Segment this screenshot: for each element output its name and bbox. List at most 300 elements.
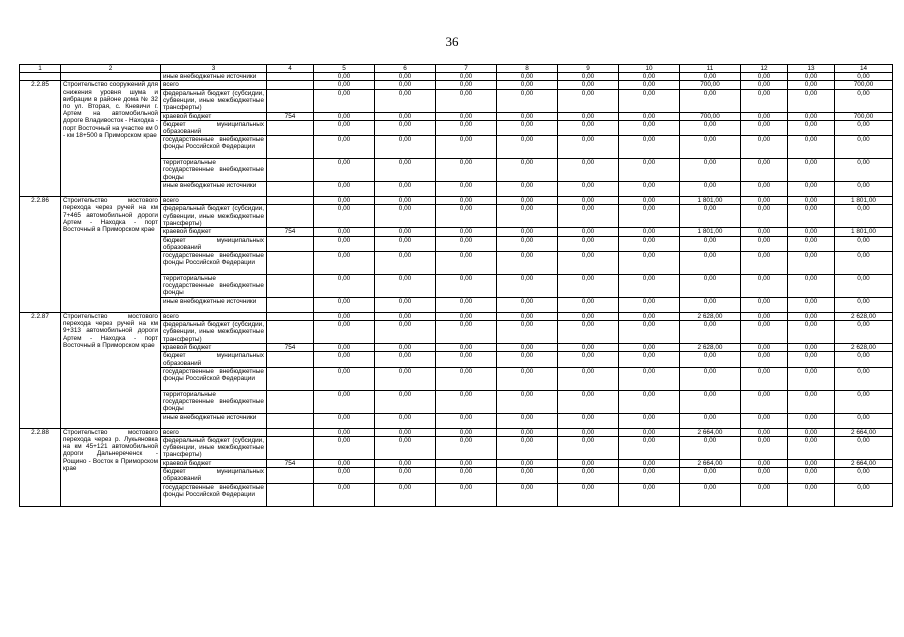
value-cell: 0,00 [558, 252, 619, 275]
value-cell: 0,00 [619, 483, 680, 506]
source-cell: иные внебюджетные источники [161, 73, 267, 81]
value-cell: 0,00 [375, 205, 436, 228]
value-cell: 0,00 [497, 197, 558, 205]
value-cell: 0,00 [788, 159, 835, 182]
value-cell: 0,00 [314, 182, 375, 197]
value-cell: 0,00 [314, 298, 375, 313]
value-cell: 0,00 [497, 321, 558, 344]
value-cell: 0,00 [558, 182, 619, 197]
value-cell: 0,00 [497, 367, 558, 390]
value-cell: 0,00 [835, 252, 893, 275]
value-cell: 0,00 [835, 468, 893, 483]
value-cell: 0,00 [375, 298, 436, 313]
value-cell [267, 89, 314, 112]
value-cell: 0,00 [619, 437, 680, 460]
value-cell: 0,00 [619, 81, 680, 89]
value-cell: 0,00 [680, 468, 741, 483]
value-cell: 0,00 [835, 89, 893, 112]
value-cell [267, 159, 314, 182]
value-cell: 0,00 [375, 413, 436, 428]
source-cell: государственные внебюджетные фонды Российской Федерации [161, 252, 267, 275]
value-cell: 0,00 [680, 159, 741, 182]
value-cell: 0,00 [436, 367, 497, 390]
value-cell: 0,00 [680, 275, 741, 298]
value-cell: 0,00 [314, 468, 375, 483]
value-cell: 0,00 [558, 205, 619, 228]
value-cell: 0,00 [314, 413, 375, 428]
value-cell: 1 801,00 [680, 197, 741, 205]
value-cell: 0,00 [741, 73, 788, 81]
table-row [20, 197, 893, 205]
value-cell: 0,00 [375, 112, 436, 120]
value-cell: 0,00 [835, 136, 893, 159]
column-header: 14 [835, 65, 893, 73]
value-cell: 0,00 [788, 367, 835, 390]
value-cell: 0,00 [741, 352, 788, 367]
value-cell: 0,00 [558, 236, 619, 251]
value-cell: 0,00 [835, 352, 893, 367]
value-cell: 0,00 [375, 321, 436, 344]
value-cell: 0,00 [558, 321, 619, 344]
value-cell: 0,00 [680, 205, 741, 228]
value-cell: 0,00 [619, 228, 680, 236]
value-cell: 0,00 [680, 437, 741, 460]
value-cell: 0,00 [788, 252, 835, 275]
value-cell: 0,00 [558, 275, 619, 298]
value-cell: 0,00 [619, 321, 680, 344]
value-cell: 0,00 [741, 81, 788, 89]
value-cell [267, 413, 314, 428]
value-cell: 0,00 [835, 298, 893, 313]
value-cell: 0,00 [436, 413, 497, 428]
value-cell: 0,00 [619, 112, 680, 120]
value-cell: 0,00 [741, 112, 788, 120]
value-cell: 0,00 [314, 321, 375, 344]
value-cell: 0,00 [741, 182, 788, 197]
value-cell: 0,00 [788, 313, 835, 321]
value-cell: 0,00 [375, 428, 436, 436]
value-cell: 2 664,00 [835, 428, 893, 436]
value-cell: 0,00 [497, 136, 558, 159]
value-cell: 0,00 [741, 468, 788, 483]
value-cell: 0,00 [436, 205, 497, 228]
value-cell: 0,00 [436, 344, 497, 352]
value-cell: 0,00 [436, 159, 497, 182]
value-cell: 0,00 [314, 81, 375, 89]
value-cell: 0,00 [619, 298, 680, 313]
value-cell: 0,00 [436, 321, 497, 344]
value-cell: 0,00 [497, 73, 558, 81]
value-cell: 0,00 [741, 275, 788, 298]
header-row [20, 65, 893, 73]
value-cell: 2 628,00 [835, 313, 893, 321]
table-body [20, 65, 893, 507]
value-cell: 0,00 [314, 437, 375, 460]
value-cell: 0,00 [558, 197, 619, 205]
value-cell: 0,00 [375, 313, 436, 321]
value-cell: 0,00 [788, 205, 835, 228]
value-cell: 0,00 [375, 81, 436, 89]
value-cell: 0,00 [680, 390, 741, 413]
value-cell: 0,00 [497, 81, 558, 89]
value-cell: 0,00 [619, 390, 680, 413]
value-cell: 0,00 [741, 89, 788, 112]
value-cell: 700,00 [680, 81, 741, 89]
value-cell: 0,00 [680, 120, 741, 135]
source-cell: государственные внебюджетные фонды Российской Федерации [161, 136, 267, 159]
value-cell: 0,00 [497, 437, 558, 460]
value-cell: 2 664,00 [835, 460, 893, 468]
source-cell: иные внебюджетные источники [161, 182, 267, 197]
value-cell: 0,00 [375, 197, 436, 205]
source-cell: бюджет муниципальных образований [161, 468, 267, 483]
value-cell: 0,00 [497, 236, 558, 251]
column-header: 5 [314, 65, 375, 73]
value-cell: 0,00 [788, 136, 835, 159]
item-name: Строительство мостового перехода через р. Лукьяновка на км 45+121 автомобильной дороги Дальнереченск - Рощино - Восток в Приморском крае [61, 428, 161, 506]
value-cell: 0,00 [497, 428, 558, 436]
value-cell: 0,00 [788, 298, 835, 313]
source-cell: бюджет муниципальных образований [161, 236, 267, 251]
value-cell: 0,00 [497, 120, 558, 135]
source-cell: всего [161, 81, 267, 89]
value-cell: 0,00 [497, 89, 558, 112]
value-cell: 0,00 [788, 428, 835, 436]
value-cell: 0,00 [497, 460, 558, 468]
value-cell: 0,00 [835, 205, 893, 228]
value-cell: 0,00 [788, 275, 835, 298]
value-cell [267, 437, 314, 460]
column-header: 11 [680, 65, 741, 73]
value-cell [267, 136, 314, 159]
value-cell: 0,00 [314, 390, 375, 413]
value-cell: 0,00 [375, 89, 436, 112]
source-cell: краевой бюджет [161, 112, 267, 120]
value-cell: 0,00 [788, 236, 835, 251]
value-cell: 0,00 [680, 352, 741, 367]
value-cell: 0,00 [558, 413, 619, 428]
value-cell: 0,00 [741, 321, 788, 344]
value-cell: 0,00 [619, 252, 680, 275]
value-cell: 0,00 [497, 390, 558, 413]
value-cell: 0,00 [375, 236, 436, 251]
value-cell: 0,00 [436, 298, 497, 313]
value-cell: 0,00 [436, 313, 497, 321]
value-cell: 0,00 [314, 73, 375, 81]
value-cell: 0,00 [558, 437, 619, 460]
value-cell [267, 275, 314, 298]
item-code: 2.2.85 [20, 81, 61, 197]
name-cell [61, 73, 161, 81]
value-cell [267, 390, 314, 413]
table-row [20, 73, 893, 81]
value-cell: 0,00 [835, 437, 893, 460]
value-cell: 0,00 [680, 136, 741, 159]
value-cell: 0,00 [375, 275, 436, 298]
value-cell: 0,00 [788, 89, 835, 112]
value-cell [267, 428, 314, 436]
value-cell: 0,00 [558, 136, 619, 159]
value-cell: 0,00 [619, 313, 680, 321]
value-cell: 0,00 [375, 390, 436, 413]
value-cell: 0,00 [314, 205, 375, 228]
value-cell: 0,00 [619, 344, 680, 352]
value-cell: 0,00 [619, 73, 680, 81]
source-cell: федеральный бюджет (субсидии, субвенции, иные межбюджетные трансферты) [161, 321, 267, 344]
value-cell: 0,00 [497, 159, 558, 182]
value-cell: 0,00 [436, 89, 497, 112]
value-cell: 0,00 [497, 344, 558, 352]
value-cell: 0,00 [835, 159, 893, 182]
value-cell [267, 298, 314, 313]
value-cell: 0,00 [558, 352, 619, 367]
value-cell: 0,00 [314, 460, 375, 468]
value-cell: 0,00 [835, 182, 893, 197]
value-cell: 0,00 [835, 321, 893, 344]
value-cell: 0,00 [314, 159, 375, 182]
value-cell: 0,00 [788, 437, 835, 460]
value-cell: 0,00 [314, 344, 375, 352]
value-cell: 0,00 [375, 468, 436, 483]
value-cell: 0,00 [741, 228, 788, 236]
value-cell: 0,00 [436, 252, 497, 275]
value-cell: 0,00 [436, 468, 497, 483]
column-header: 1 [20, 65, 61, 73]
source-cell: федеральный бюджет (субсидии, субвенции, иные межбюджетные трансферты) [161, 437, 267, 460]
value-cell: 0,00 [680, 298, 741, 313]
value-cell: 0,00 [680, 73, 741, 81]
value-cell: 0,00 [497, 228, 558, 236]
column-header: 7 [436, 65, 497, 73]
value-cell: 0,00 [619, 367, 680, 390]
value-cell: 0,00 [835, 367, 893, 390]
value-cell: 0,00 [558, 89, 619, 112]
value-cell: 0,00 [741, 483, 788, 506]
value-cell: 0,00 [497, 275, 558, 298]
value-cell: 0,00 [436, 81, 497, 89]
source-cell: федеральный бюджет (субсидии, субвенции, иные межбюджетные трансферты) [161, 205, 267, 228]
value-cell: 0,00 [558, 112, 619, 120]
value-cell: 0,00 [314, 252, 375, 275]
value-cell: 0,00 [680, 89, 741, 112]
value-cell: 0,00 [741, 159, 788, 182]
value-cell: 0,00 [436, 483, 497, 506]
value-cell: 0,00 [788, 120, 835, 135]
value-cell [267, 367, 314, 390]
value-cell: 0,00 [741, 136, 788, 159]
source-cell: территориальные государственные внебюджетные фонды [161, 159, 267, 182]
value-cell: 0,00 [314, 352, 375, 367]
value-cell: 0,00 [741, 197, 788, 205]
value-cell: 0,00 [558, 313, 619, 321]
value-cell: 0,00 [314, 120, 375, 135]
value-cell [267, 236, 314, 251]
column-header: 9 [558, 65, 619, 73]
value-cell: 700,00 [680, 112, 741, 120]
value-cell: 0,00 [619, 182, 680, 197]
value-cell: 0,00 [314, 483, 375, 506]
value-cell [267, 352, 314, 367]
value-cell: 2 628,00 [835, 344, 893, 352]
value-cell: 1 801,00 [680, 228, 741, 236]
value-cell: 0,00 [619, 120, 680, 135]
value-cell: 0,00 [497, 252, 558, 275]
value-cell: 0,00 [680, 367, 741, 390]
value-cell: 0,00 [375, 352, 436, 367]
value-cell: 0,00 [314, 428, 375, 436]
source-cell: территориальные государственные внебюджетные фонды [161, 390, 267, 413]
value-cell: 2 628,00 [680, 344, 741, 352]
value-cell: 0,00 [619, 236, 680, 251]
value-cell [267, 120, 314, 135]
value-cell: 0,00 [619, 197, 680, 205]
value-cell: 0,00 [741, 236, 788, 251]
value-cell: 0,00 [788, 468, 835, 483]
value-cell: 0,00 [314, 197, 375, 205]
value-cell: 0,00 [375, 136, 436, 159]
value-cell [267, 483, 314, 506]
value-cell: 0,00 [680, 321, 741, 344]
value-cell: 0,00 [680, 236, 741, 251]
value-cell: 0,00 [375, 228, 436, 236]
item-code: 2.2.86 [20, 197, 61, 313]
value-cell: 0,00 [788, 321, 835, 344]
value-cell: 0,00 [619, 413, 680, 428]
value-cell [267, 252, 314, 275]
value-cell: 0,00 [680, 483, 741, 506]
item-name: Строительство сооружений для снижения уровня шума и вибрации в районе дома № 32 по ул. Вторая, с. Кневичи г. Артем на автомобильной дороге Владивосток - Находка - порт Восточный на участке км 0 - км 18+500 в Приморском крае [61, 81, 161, 197]
table-row [20, 81, 893, 89]
value-cell: 0,00 [436, 460, 497, 468]
column-header: 3 [161, 65, 267, 73]
value-cell: 0,00 [741, 205, 788, 228]
value-cell: 0,00 [835, 390, 893, 413]
value-cell: 0,00 [835, 275, 893, 298]
value-cell: 0,00 [558, 390, 619, 413]
value-cell: 0,00 [314, 367, 375, 390]
item-name: Строительство мостового перехода через ручей на км 7+465 автомобильной дороги Артем - Находка - порт Восточный в Приморском крае [61, 197, 161, 313]
value-cell: 0,00 [314, 275, 375, 298]
value-cell: 0,00 [497, 468, 558, 483]
value-cell: 0,00 [788, 344, 835, 352]
value-cell: 0,00 [436, 275, 497, 298]
item-name: Строительство мостового перехода через ручей на км 9+313 автомобильной дороги Артем - Находка - порт Восточный в Приморском крае [61, 313, 161, 429]
value-cell [267, 205, 314, 228]
source-cell: иные внебюджетные источники [161, 298, 267, 313]
column-header: 2 [61, 65, 161, 73]
value-cell: 0,00 [558, 344, 619, 352]
value-cell: 0,00 [436, 228, 497, 236]
source-cell: иные внебюджетные источники [161, 413, 267, 428]
value-cell: 0,00 [558, 483, 619, 506]
value-cell: 0,00 [375, 182, 436, 197]
value-cell: 0,00 [680, 182, 741, 197]
value-cell: 0,00 [835, 73, 893, 81]
value-cell: 0,00 [497, 182, 558, 197]
value-cell: 0,00 [558, 120, 619, 135]
value-cell: 0,00 [375, 460, 436, 468]
value-cell: 0,00 [741, 460, 788, 468]
source-cell: всего [161, 313, 267, 321]
value-cell: 0,00 [619, 275, 680, 298]
value-cell: 700,00 [835, 112, 893, 120]
value-cell: 0,00 [741, 390, 788, 413]
budget-table [19, 64, 893, 507]
source-cell: территориальные государственные внебюджетные фонды [161, 275, 267, 298]
value-cell: 0,00 [558, 298, 619, 313]
value-cell: 0,00 [497, 483, 558, 506]
value-cell: 754 [267, 228, 314, 236]
value-cell: 0,00 [619, 428, 680, 436]
value-cell: 0,00 [788, 390, 835, 413]
source-cell: краевой бюджет [161, 460, 267, 468]
value-cell: 0,00 [741, 413, 788, 428]
value-cell: 0,00 [436, 428, 497, 436]
item-code: 2.2.88 [20, 428, 61, 506]
value-cell: 0,00 [436, 197, 497, 205]
value-cell: 0,00 [741, 437, 788, 460]
source-cell: краевой бюджет [161, 344, 267, 352]
value-cell: 0,00 [436, 112, 497, 120]
value-cell: 0,00 [835, 236, 893, 251]
value-cell [267, 313, 314, 321]
value-cell: 0,00 [436, 236, 497, 251]
value-cell: 0,00 [436, 390, 497, 413]
value-cell: 0,00 [741, 298, 788, 313]
value-cell: 0,00 [314, 112, 375, 120]
value-cell: 0,00 [436, 352, 497, 367]
value-cell: 0,00 [497, 413, 558, 428]
value-cell: 0,00 [497, 313, 558, 321]
value-cell: 0,00 [436, 120, 497, 135]
column-header: 13 [788, 65, 835, 73]
value-cell: 0,00 [619, 136, 680, 159]
value-cell: 0,00 [558, 468, 619, 483]
value-cell: 1 801,00 [835, 228, 893, 236]
value-cell: 0,00 [619, 460, 680, 468]
value-cell: 0,00 [375, 437, 436, 460]
table-row [20, 313, 893, 321]
source-cell: государственные внебюджетные фонды Российской Федерации [161, 483, 267, 506]
value-cell: 2 664,00 [680, 460, 741, 468]
value-cell [267, 81, 314, 89]
value-cell: 0,00 [436, 182, 497, 197]
value-cell: 0,00 [741, 313, 788, 321]
value-cell: 0,00 [788, 182, 835, 197]
value-cell: 0,00 [558, 73, 619, 81]
value-cell: 0,00 [497, 205, 558, 228]
source-cell: всего [161, 428, 267, 436]
value-cell: 0,00 [497, 352, 558, 367]
value-cell: 0,00 [375, 367, 436, 390]
value-cell: 0,00 [741, 252, 788, 275]
column-header: 8 [497, 65, 558, 73]
value-cell: 0,00 [558, 367, 619, 390]
value-cell: 0,00 [375, 483, 436, 506]
value-cell: 0,00 [558, 428, 619, 436]
table-row [20, 428, 893, 436]
value-cell: 0,00 [558, 159, 619, 182]
code-cell [20, 73, 61, 81]
value-cell: 0,00 [741, 367, 788, 390]
value-cell: 0,00 [788, 81, 835, 89]
value-cell: 0,00 [497, 112, 558, 120]
value-cell: 0,00 [788, 228, 835, 236]
value-cell: 0,00 [788, 483, 835, 506]
value-cell: 2 664,00 [680, 428, 741, 436]
value-cell: 0,00 [436, 73, 497, 81]
value-cell: 754 [267, 460, 314, 468]
